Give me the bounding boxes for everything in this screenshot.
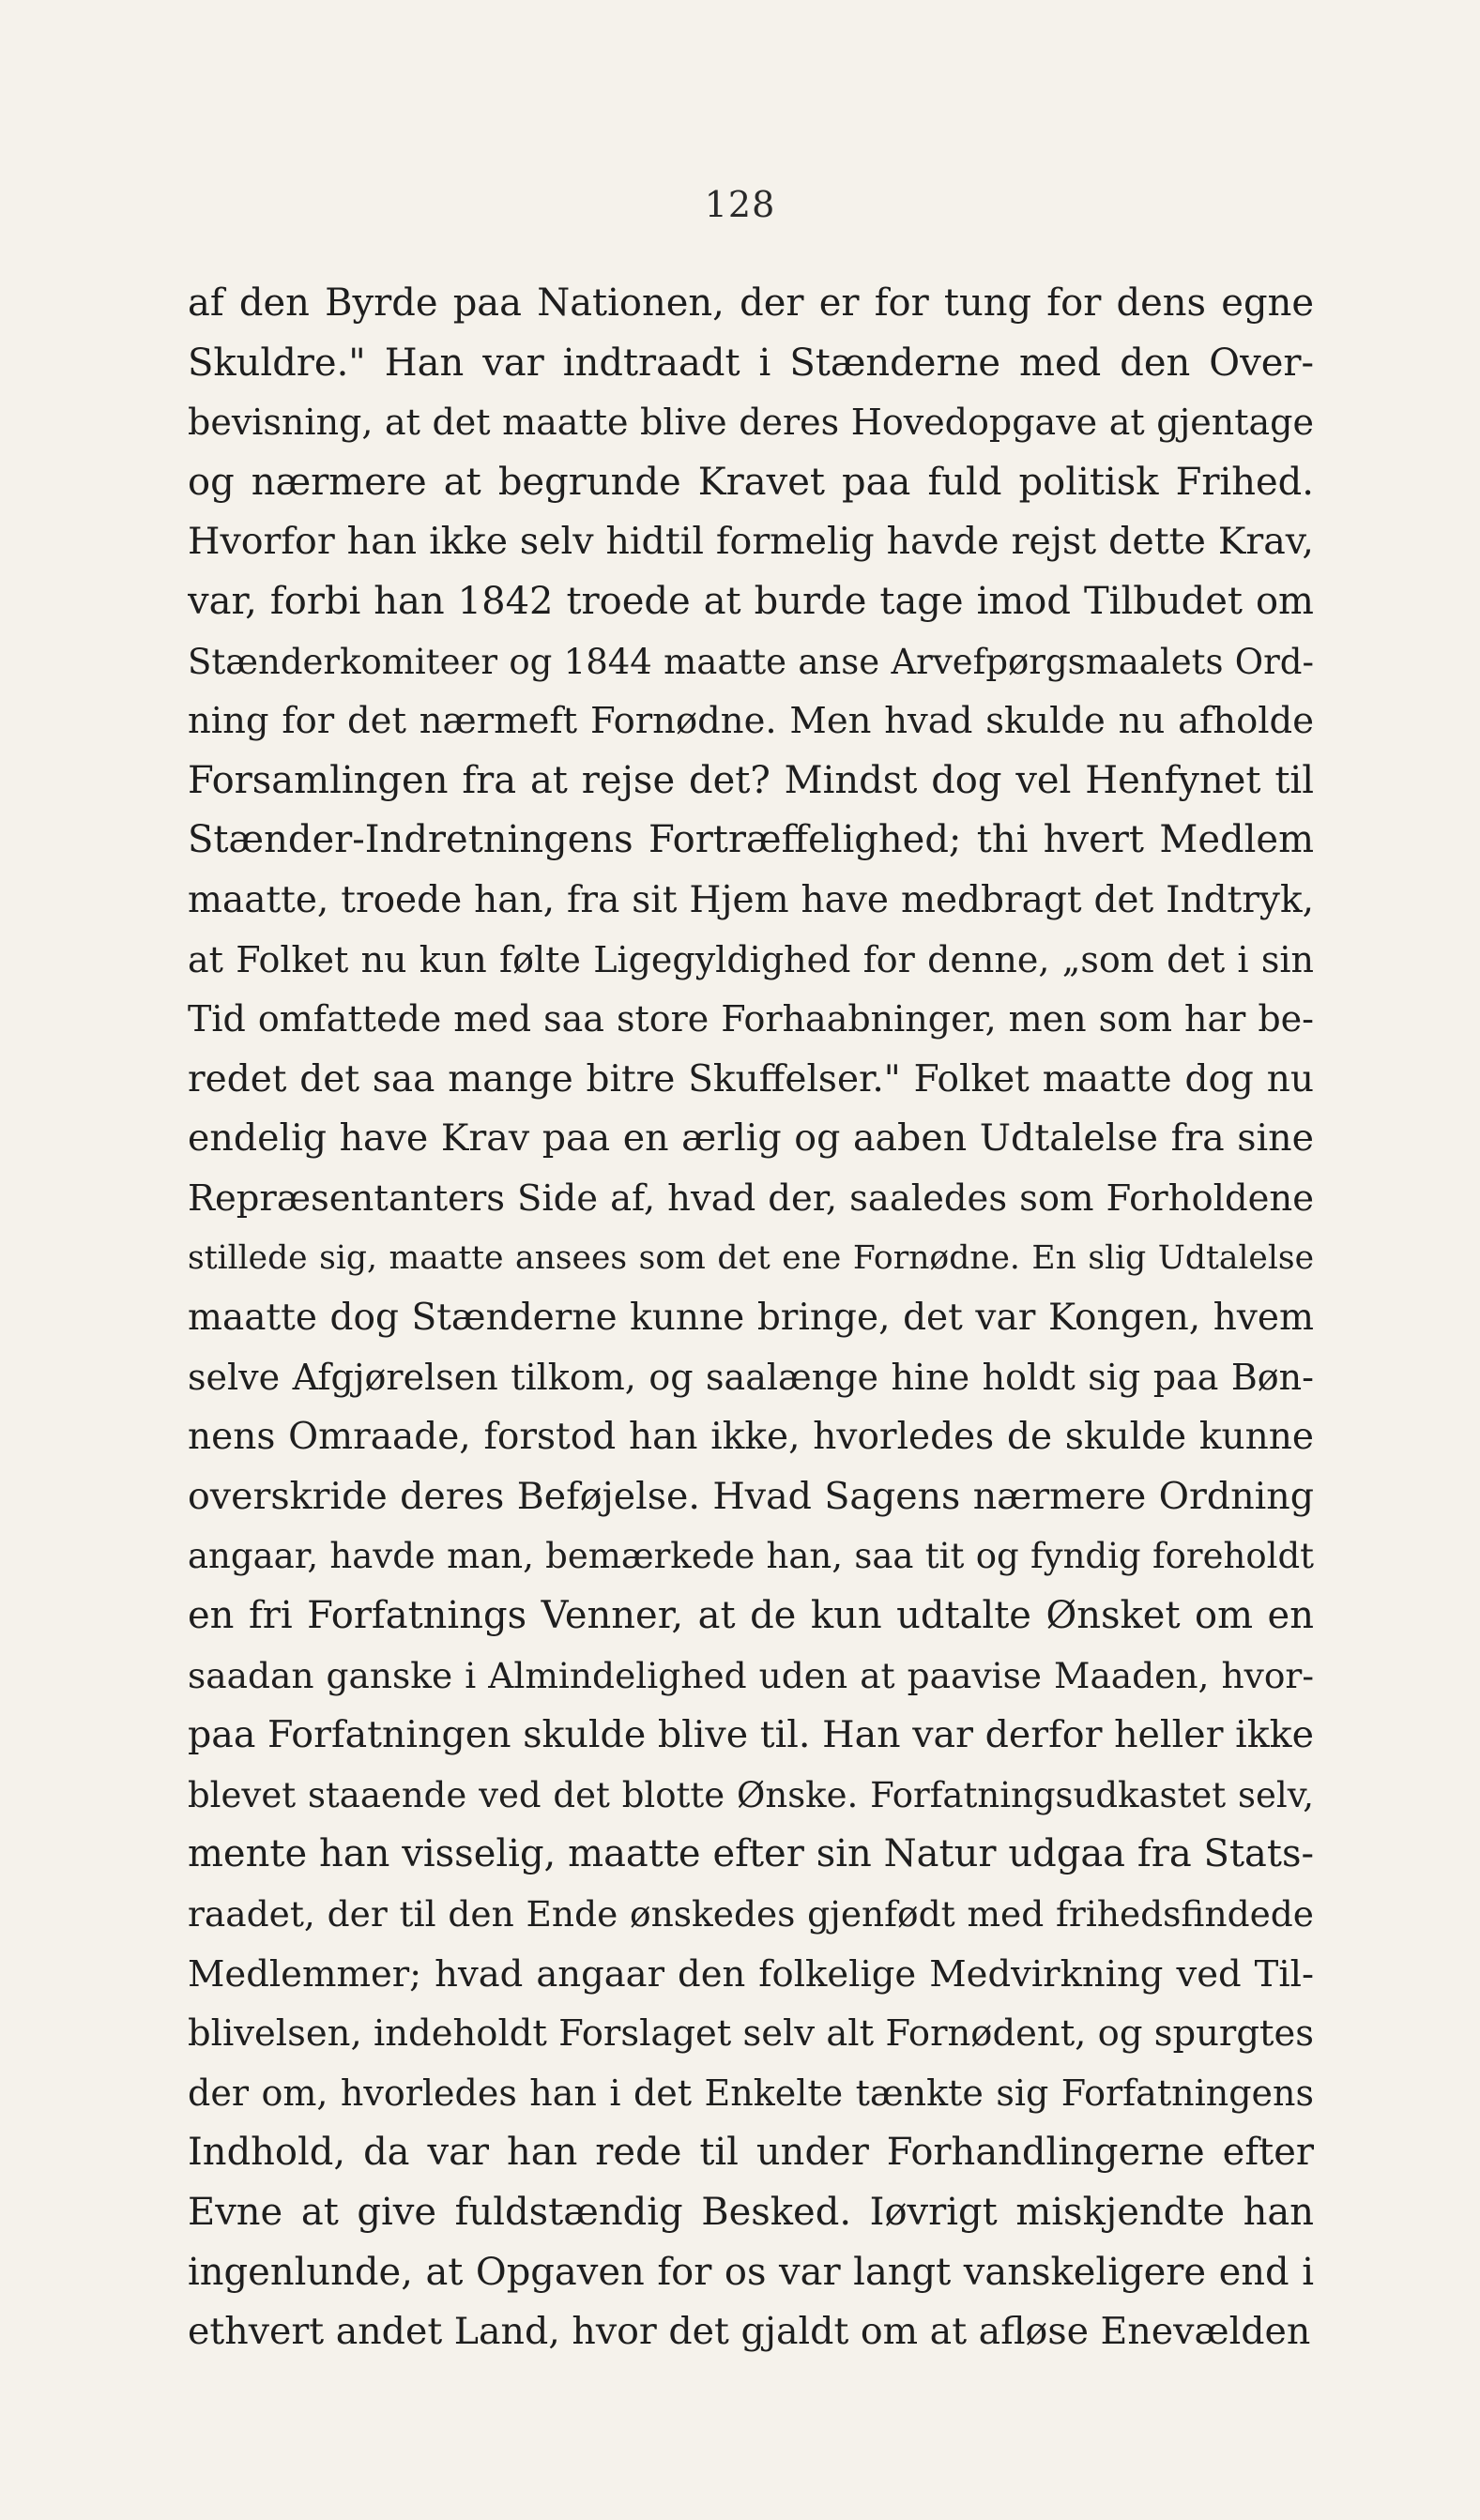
text-line: Stænder-Indretningens Fortræffelighed; thi hvert Medlem xyxy=(188,818,1314,862)
text-line: af den Byrde paa Nationen, der er for tung for dens egne xyxy=(188,281,1314,325)
text-line: Repræsentanters Side af, hvad der, saaledes som Forholdene xyxy=(188,1177,1314,1220)
text-line: der om, hvorledes han i det Enkelte tænkte sig Forfatningens xyxy=(188,2072,1314,2114)
text-line: Medlemmer; hvad angaar den folkelige Medvirkning ved Til- xyxy=(188,1952,1314,1996)
text-line: nens Omraade, forstod han ikke, hvorledes de skulde kunne xyxy=(188,1416,1314,1459)
text-line: blevet staaende ved det blotte Ønske. Forfatningsudkastet selv, xyxy=(188,1774,1314,1815)
text-line: Stænderkomiteer og 1844 maatte anse Arvefpørgsmaalets Ord- xyxy=(188,641,1314,682)
text-line: ingenlunde, at Opgaven for os var langt vanskeligere end i xyxy=(188,2250,1314,2294)
text-line: endelig have Krav paa en ærlig og aaben Udtalelse fra sine xyxy=(188,1116,1314,1161)
text-line: at Folket nu kun følte Ligegyldighed for denne, „som det i sin xyxy=(188,938,1314,980)
body-text xyxy=(188,274,1314,2362)
text-line: og nærmere at begrunde Kravet paa fuld politisk Frihed. xyxy=(188,460,1314,504)
page-number: 128 xyxy=(704,184,776,225)
text-line: ethvert andet Land, hvor det gjaldt om at afløse Enevælden xyxy=(188,2310,1311,2354)
text-line: saadan ganske i Almindelighed uden at paavise Maaden, hvor- xyxy=(188,1654,1314,1696)
text-line: en fri Forfatnings Venner, at de kun udtalte Ønsket om en xyxy=(188,1594,1314,1638)
text-line: bevisning, at det maatte blive deres Hovedopgave at gjentage xyxy=(188,402,1314,444)
text-line: angaar, havde man, bemærkede han, saa tit og fyndig foreholdt xyxy=(188,1536,1314,1577)
text-line: ning for det nærmeft Fornødne. Men hvad skulde nu afholde xyxy=(188,700,1314,743)
text-line: overskride deres Beføjelse. Hvad Sagens nærmere Ordning xyxy=(188,1474,1314,1518)
text-line: Forsamlingen fra at rejse det? Mindst dog vel Henfynet til xyxy=(188,758,1314,802)
text-line: Indhold, da var han rede til under Forhandlingerne efter xyxy=(188,2131,1314,2175)
text-line: blivelsen, indeholdt Forslaget selv alt Fornødent, og spurgtes xyxy=(188,2012,1314,2056)
text-line: raadet, der til den Ende ønskedes gjenfødt med frihedsfindede xyxy=(188,1893,1314,1936)
text-line: maatte dog Stænderne kunne bringe, det var Kongen, hvem xyxy=(188,1297,1314,1340)
text-line: Hvorfor han ikke selv hidtil formelig havde rejst dette Krav, xyxy=(188,520,1314,564)
text-line: Tid omfattede med saa store Forhaabninger, men som har be- xyxy=(188,998,1314,1040)
text-line: stillede sig, maatte ansees som det ene Fornødne. En slig Udtalelse xyxy=(188,1238,1314,1277)
text-line: selve Afgjørelsen tilkom, og saalænge hine holdt sig paa Bøn- xyxy=(188,1356,1314,1398)
text-line: Evne at give fuldstændig Besked. Iøvrigt miskjendte han xyxy=(188,2191,1314,2234)
text-line: var, forbi han 1842 troede at burde tage imod Tilbudet om xyxy=(188,579,1314,623)
text-line: paa Forfatningen skulde blive til. Han var derfor heller ikke xyxy=(188,1713,1314,1757)
text-line: mente han visselig, maatte efter sin Natur udgaa fra Stats- xyxy=(188,1832,1314,1876)
text-line: Skuldre." Han var indtraadt i Stænderne med den Over- xyxy=(188,341,1314,385)
text-line: redet det saa mange bitre Skuffelser." Folket maatte dog nu xyxy=(188,1057,1314,1101)
text-line: maatte, troede han, fra sit Hjem have medbragt det Indtryk, xyxy=(188,878,1314,921)
